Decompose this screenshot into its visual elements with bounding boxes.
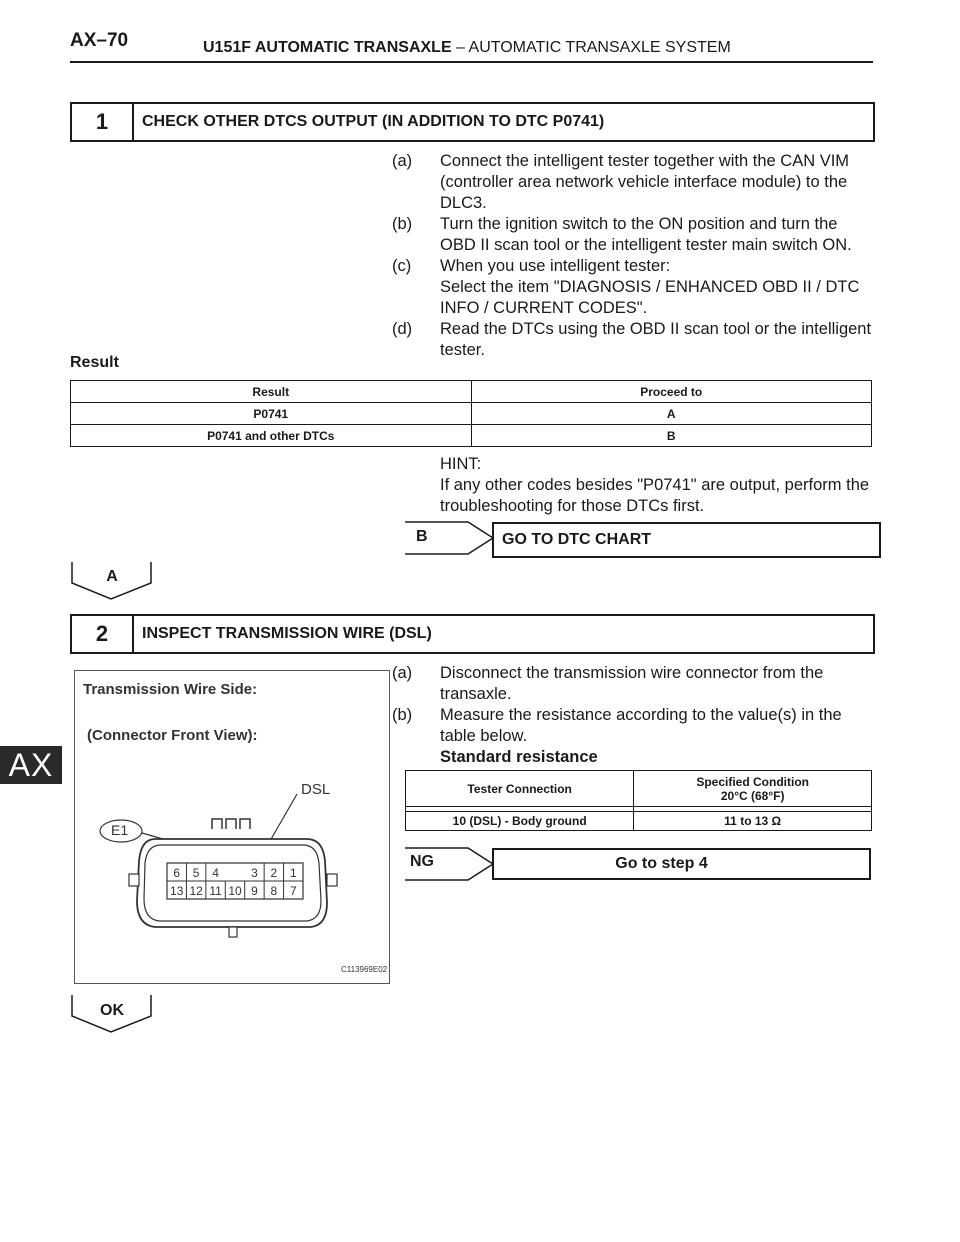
- result-heading: Result: [70, 354, 119, 371]
- pin-4: 4: [212, 866, 219, 880]
- pin-3: 3: [251, 866, 258, 880]
- step-1-title: CHECK OTHER DTCS OUTPUT (IN ADDITION TO DTC P0741): [142, 113, 605, 130]
- header-title-bold: U151F AUTOMATIC TRANSAXLE: [203, 39, 452, 56]
- pin-11: 11: [209, 884, 222, 898]
- instruction-b: (b) Turn the ignition switch to the ON position and turn the OBD II scan tool or the intelligent tester main switch ON.: [392, 215, 852, 254]
- result-table: [70, 380, 872, 447]
- pin-9: 9: [251, 884, 258, 898]
- pin-7: 7: [289, 884, 297, 898]
- hint-label: HINT:: [440, 455, 482, 473]
- table-header-row: [71, 381, 872, 403]
- instruction-a: (a) Disconnect the transmission wire connector from the transaxle.: [392, 664, 824, 703]
- pin-10: 10: [228, 884, 242, 898]
- connector-figure: [74, 670, 390, 984]
- figure-title: Transmission Wire Side:: [83, 681, 258, 698]
- branch-a-label: A: [106, 568, 118, 585]
- standard-resistance-heading: Standard resistance: [440, 748, 598, 766]
- pin-1: 1: [289, 866, 297, 880]
- table-header-cell: Result: [71, 381, 472, 403]
- header-title-rest: – AUTOMATIC TRANSAXLE SYSTEM: [451, 39, 731, 56]
- step-1-instructions: [392, 151, 874, 361]
- table-cell: A: [471, 403, 872, 425]
- table-cell: B: [471, 425, 872, 447]
- page-code: AX–70: [70, 30, 129, 51]
- hint-block: [440, 454, 874, 517]
- step-2-header: [70, 614, 875, 654]
- dsl-label: DSL: [301, 781, 331, 798]
- instruction-a: (a) Connect the intelligent tester together with the CAN VIM (controller area network vehicle interface module) to the DLC3.: [392, 152, 850, 212]
- e1-label: E1: [111, 822, 129, 838]
- pin-2: 2: [270, 866, 278, 880]
- instruction-c: (c) When you use intelligent tester: Select the item "DIAGNOSIS / ENHANCED OBD II / DTC INFO / CURRENT CODES".: [392, 257, 860, 317]
- step-2-title: INSPECT TRANSMISSION WIRE (DSL): [142, 625, 432, 642]
- hint-text: If any other codes besides "P0741" are output, perform the troubleshooting for those DTCs first.: [440, 476, 870, 515]
- step-1-number: 1: [72, 104, 134, 140]
- ok-label: OK: [100, 1002, 124, 1019]
- step-1-header: [70, 102, 875, 142]
- ng-label: NG: [410, 853, 434, 870]
- pin-12: 12: [189, 884, 203, 898]
- step-2-instructions: [392, 663, 874, 768]
- pin-5: 5: [192, 866, 200, 880]
- table-header-cell: Specified Condition 20°C (68°F): [634, 771, 872, 807]
- side-section-tab: AX: [0, 746, 62, 784]
- table-header-cell: Proceed to: [471, 381, 872, 403]
- pin-6: 6: [173, 866, 181, 880]
- table-header-row: [406, 771, 872, 807]
- instruction-d: (d) Read the DTCs using the OBD II scan tool or the intelligent tester.: [392, 320, 872, 359]
- branch-b-action: GO TO DTC CHART: [492, 522, 881, 558]
- branch-b-label: B: [416, 528, 428, 545]
- ng-action: Go to step 4: [492, 848, 871, 880]
- resistance-table: [405, 770, 872, 831]
- figure-code: C113969E02: [341, 965, 388, 974]
- table-cell: 10 (DSL) - Body ground: [406, 812, 634, 831]
- instruction-b: (b) Measure the resistance according to the value(s) in the table below.: [392, 706, 842, 745]
- header-rule: [70, 61, 873, 63]
- instruction-c-detail: Select the item "DIAGNOSIS / ENHANCED OBD II / DTC INFO / CURRENT CODES".: [440, 278, 860, 317]
- table-cell: P0741: [71, 403, 472, 425]
- table-cell: P0741 and other DTCs: [71, 425, 472, 447]
- table-cell: 11 to 13 Ω: [634, 812, 872, 831]
- pin-13: 13: [170, 884, 184, 898]
- figure-subtitle: (Connector Front View):: [87, 727, 258, 744]
- table-row: [406, 812, 872, 831]
- table-row: [71, 403, 872, 425]
- table-row: [71, 425, 872, 447]
- step-2-number: 2: [72, 616, 134, 652]
- pin-8: 8: [270, 884, 278, 898]
- connector-latch: [212, 819, 250, 829]
- header-title: [203, 39, 731, 57]
- table-header-cell: Tester Connection: [406, 771, 634, 807]
